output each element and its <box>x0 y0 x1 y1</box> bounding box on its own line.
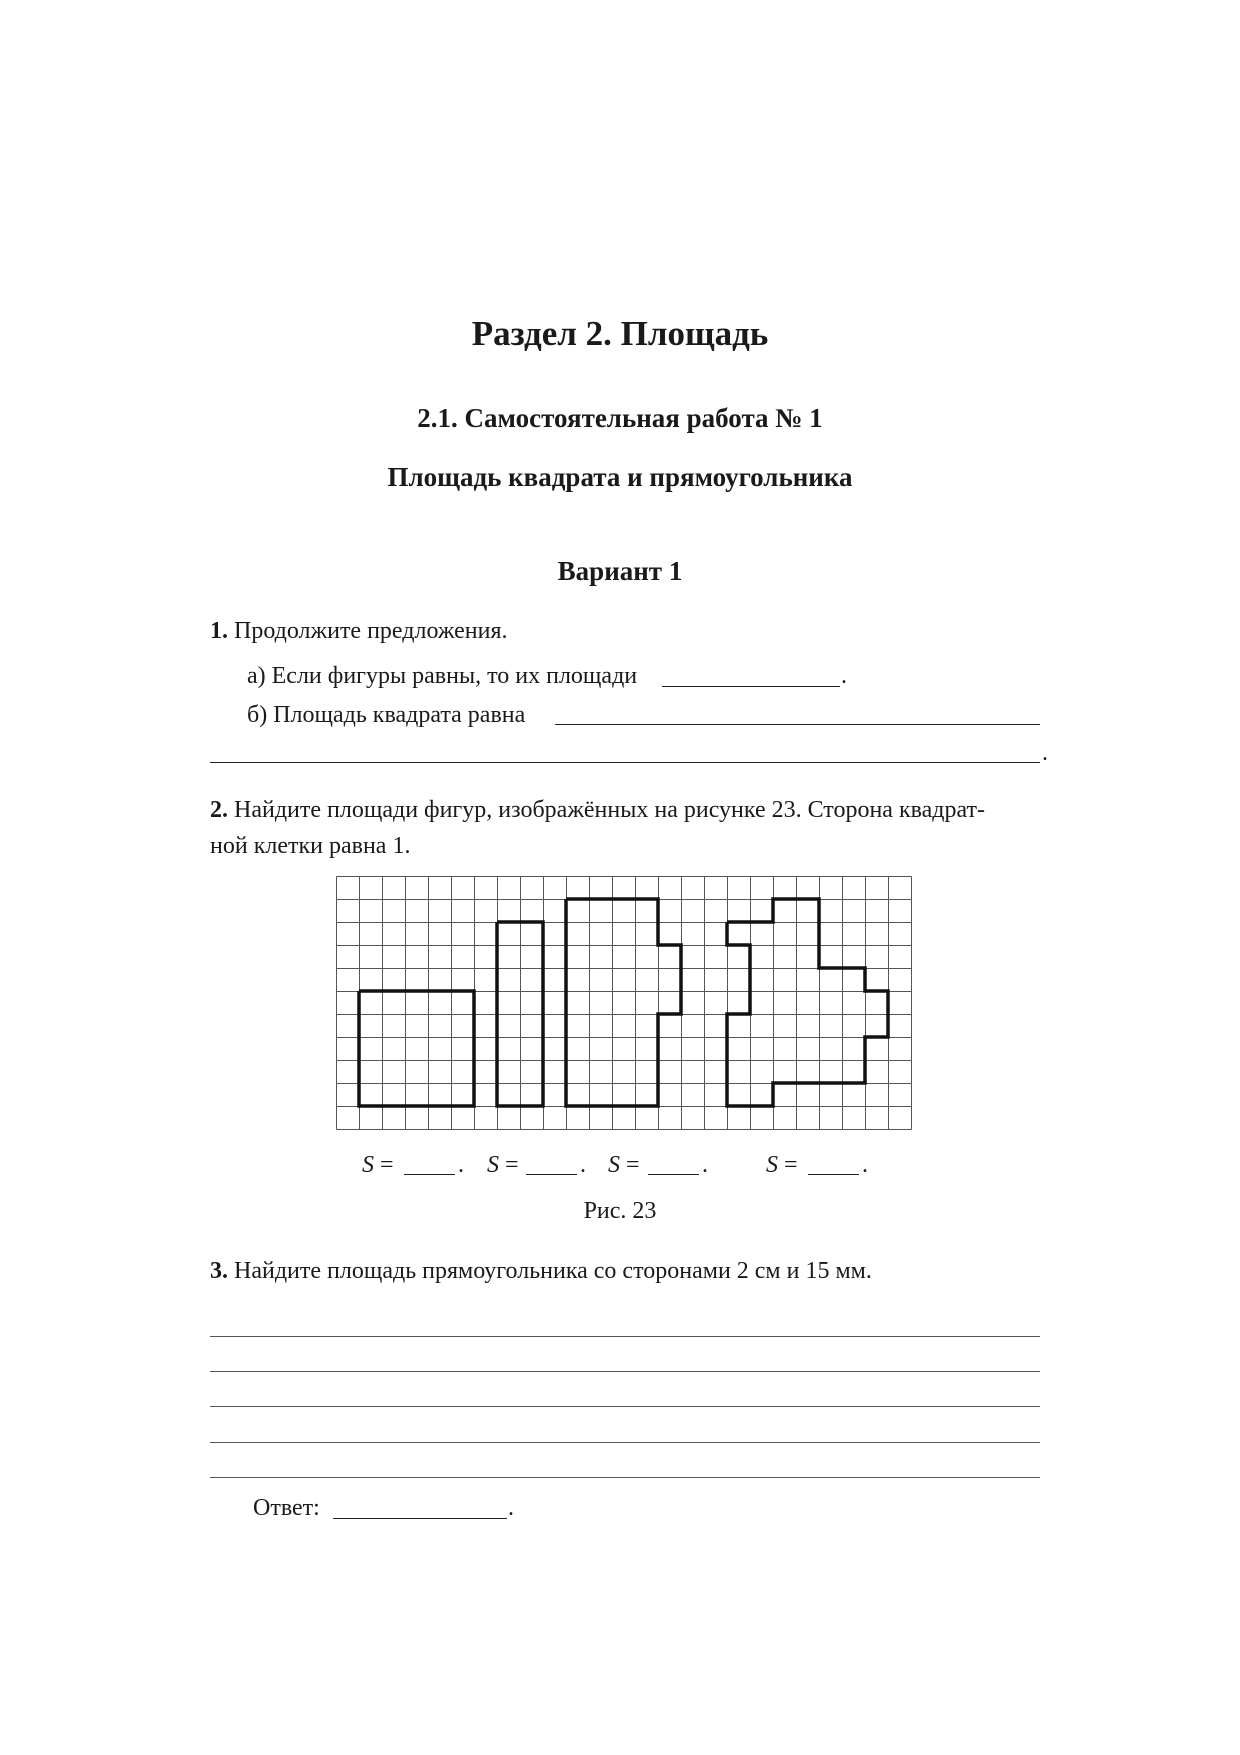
task1-statement <box>210 618 508 645</box>
figure-square <box>359 991 474 1106</box>
answer-s4-line[interactable] <box>808 1174 859 1175</box>
grid-lines <box>337 877 912 1130</box>
task1-number: 1. <box>210 618 228 644</box>
answer-dot: . <box>508 1495 514 1521</box>
answer-label: Ответ: <box>253 1495 320 1521</box>
answer-s3: S = <box>608 1152 640 1178</box>
answer-s2-line[interactable] <box>526 1174 577 1175</box>
answer-s2: S = <box>487 1152 519 1178</box>
answer-s2-dot: . <box>580 1152 586 1178</box>
task1-item-a-dot: . <box>841 663 847 689</box>
work-line-2[interactable] <box>210 1371 1040 1372</box>
work-line-4[interactable] <box>210 1442 1040 1443</box>
answer-s1-dot: . <box>458 1152 464 1178</box>
grid-figure <box>336 876 918 1134</box>
task1-answer-line-a[interactable] <box>662 686 840 687</box>
section-title: Раздел 2. Площадь <box>471 314 769 353</box>
task1-answer-line-b1[interactable] <box>555 724 1040 725</box>
task2-statement-line2: ной клетки равна 1. <box>210 833 411 859</box>
work-title: 2.1. Самостоятельная работа № 1 <box>417 403 823 433</box>
work-line-5[interactable] <box>210 1477 1040 1478</box>
answer-s3-line[interactable] <box>648 1174 699 1175</box>
task2-number: 2. <box>210 797 228 823</box>
task1-item-a: а) Если фигуры равны, то их площади <box>247 663 638 689</box>
answer-s4-dot: . <box>862 1152 868 1178</box>
variant-title: Вариант 1 <box>557 556 683 586</box>
figure-caption: Рис. 23 <box>583 1198 657 1224</box>
answer-line[interactable] <box>333 1518 507 1519</box>
task1-item-b-dot: . <box>1042 740 1048 766</box>
task1-item-b: б) Площадь квадрата равна <box>247 702 526 728</box>
task3-statement <box>210 1258 872 1285</box>
figure-cross-shape <box>727 899 888 1106</box>
task2-text-line1: Найдите площади фигур, изображённых на рисунке 23. Сторона квадрат- <box>234 797 986 823</box>
work-line-1[interactable] <box>210 1336 1040 1337</box>
task1-answer-line-b2[interactable] <box>210 762 1040 763</box>
answer-s1-line[interactable] <box>404 1174 455 1175</box>
figure-step-shape <box>566 899 681 1106</box>
task3-text: Найдите площадь прямоугольника со сторонами 2 см и 15 мм. <box>234 1258 872 1284</box>
answer-s3-dot: . <box>702 1152 708 1178</box>
work-line-3[interactable] <box>210 1406 1040 1407</box>
answer-s1: S = <box>362 1152 394 1178</box>
answer-s4: S = <box>766 1152 798 1178</box>
topic-title: Площадь квадрата и прямоугольника <box>387 462 853 492</box>
task3-number: 3. <box>210 1258 228 1284</box>
task1-text: Продолжите предложения. <box>234 618 508 644</box>
task2-statement-line1 <box>210 797 985 824</box>
